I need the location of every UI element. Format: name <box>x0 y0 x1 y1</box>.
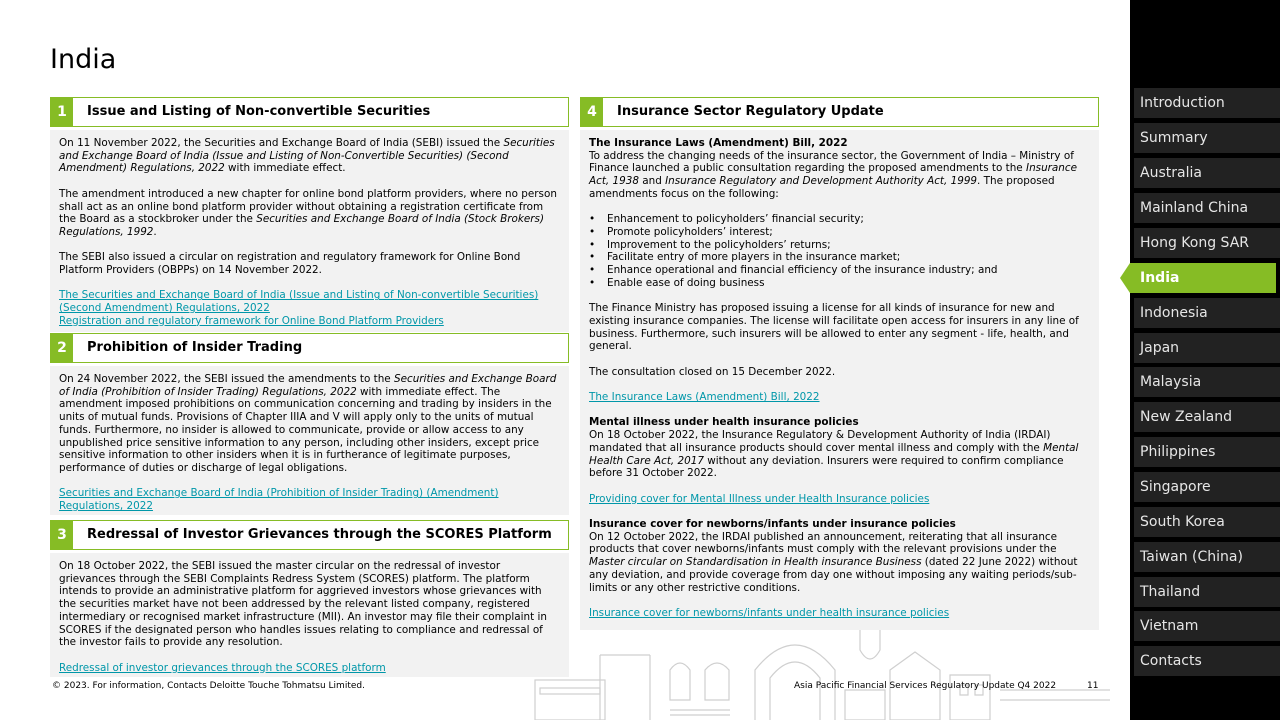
list-item: • Enhance operational and financial efficiency of the insurance industry; and <box>589 264 1090 277</box>
link-mental-illness-cover[interactable]: Providing cover for Mental Illness under Health Insurance policies <box>589 492 930 505</box>
link-scores-platform[interactable]: Redressal of investor grievances through the SCORES platform <box>59 661 386 674</box>
link-newborn-cover[interactable]: Insurance cover for newborns/infants under health insurance policies <box>589 606 950 619</box>
sidebar-item-indonesia[interactable]: Indonesia <box>1134 298 1280 328</box>
section-title: Prohibition of Insider Trading <box>87 340 303 355</box>
paragraph: On 24 November 2022, the SEBI issued the amendments to the Securities and Exchange Board of India (Prohibition of Insider Trading) Regulations, 2022 with immediate effect. The amendment imposed prohibitions on communication concerning and trading by insiders in the units of mutual funds. Provisions of Chapter IIIA and V will apply only to the units of mutual funds. Furthermore, no insider is allowed to communicate, provide or allow access to any unpublished price sensitive information to any person, including other insiders, except price sensitive information to other insiders when it is in furtherance of legitimate purposes, performance of duties or discharge of legal obligations. <box>59 373 557 474</box>
section-title: Issue and Listing of Non-convertible Securities <box>87 104 431 119</box>
list-item: • Enable ease of doing business <box>589 277 1090 290</box>
sidebar-item-japan[interactable]: Japan <box>1134 333 1280 363</box>
section-2-body <box>50 366 569 515</box>
section-number-badge: 3 <box>51 521 73 549</box>
sidebar-item-contacts[interactable]: Contacts <box>1134 646 1280 676</box>
sidebar-item-thailand[interactable]: Thailand <box>1134 577 1280 607</box>
link-obpp-framework[interactable]: Registration and regulatory framework for Online Bond Platform Providers <box>59 314 444 327</box>
insurance-bill-block: The Insurance Laws (Amendment) Bill, 2022 To address the changing needs of the insurance sector, the Government of India – Ministry of Finance launched a public consultation regarding the proposed amendments to the Insurance Act, 1938 and Insurance Regulatory and Development Authority Act, 1999. The proposed amendments focus on the following: <box>589 137 1090 201</box>
sidebar-item-mainland-china[interactable]: Mainland China <box>1134 193 1280 223</box>
paragraph: The SEBI also issued a circular on registration and regulatory framework for Online Bond Platform Providers (OBPPs) on 14 November 2022. <box>59 251 521 276</box>
section-title: Redressal of Investor Grievances through the SCORES Platform <box>87 527 552 542</box>
section-1-header <box>50 97 569 127</box>
section-title: Insurance Sector Regulatory Update <box>617 104 884 119</box>
page-title: India <box>50 44 117 75</box>
sidebar-item-hong-kong-sar[interactable]: Hong Kong SAR <box>1134 228 1280 258</box>
list-item: • Improvement to the policyholders’ returns; <box>589 239 1090 252</box>
section-4-body <box>580 130 1099 630</box>
list-item: • Enhancement to policyholders’ financial security; <box>589 213 1090 226</box>
page-number: 11 <box>1087 681 1099 691</box>
section-1-body <box>50 130 569 332</box>
footer-publication-title: Asia Pacific Financial Services Regulatory Update Q4 2022 <box>794 681 1057 691</box>
list-item: • Promote policyholders’ interest; <box>589 226 1090 239</box>
sidebar-item-malaysia[interactable]: Malaysia <box>1134 367 1280 397</box>
sidebar-item-summary[interactable]: Summary <box>1134 123 1280 153</box>
subheading: The Insurance Laws (Amendment) Bill, 2022 <box>589 137 848 149</box>
section-3-header <box>50 520 569 550</box>
sidebar-item-introduction[interactable]: Introduction <box>1134 88 1280 118</box>
section-4-header <box>580 97 1099 127</box>
link-insider-trading-regulations[interactable]: Securities and Exchange Board of India (Prohibition of Insider Trading) (Amendment) Regulations, 2022 <box>59 487 499 513</box>
paragraph: The consultation closed on 15 December 2022. <box>589 365 836 378</box>
sidebar-item-taiwan-china[interactable]: Taiwan (China) <box>1134 542 1280 572</box>
paragraph: On 11 November 2022, the Securities and Exchange Board of India (SEBI) issued the Securities and Exchange Board of India (Issue and Listing of Non-Convertible Securities) (Second Amendment) Regulations, 2022 with immediate effect. <box>59 137 555 175</box>
sidebar-item-new-zealand[interactable]: New Zealand <box>1134 402 1280 432</box>
sidebar-item-south-korea[interactable]: South Korea <box>1134 507 1280 537</box>
sidebar-item-india[interactable] <box>1130 263 1276 293</box>
section-number-badge: 1 <box>51 98 73 126</box>
subheading: Mental illness under health insurance policies <box>589 416 859 429</box>
sidebar-item-philippines[interactable]: Philippines <box>1134 437 1280 467</box>
link-ncs-regulations[interactable]: The Securities and Exchange Board of India (Issue and Listing of Non-convertible Securities) (Second Amendment) Regulations, 2022 <box>59 289 539 315</box>
sidebar-item-vietnam[interactable]: Vietnam <box>1134 611 1280 641</box>
paragraph: The Finance Ministry has proposed issuing a license for all kinds of insurance for new and existing insurance companies. The license will facilitate open access for insurers in any line of business. Furthermore, such insurers will be allowed to enter any segment - life, health, and general. <box>589 302 1079 353</box>
section-3-body <box>50 553 569 677</box>
link-insurance-laws-bill[interactable]: The Insurance Laws (Amendment) Bill, 2022 <box>589 391 820 403</box>
sidebar-item-singapore[interactable]: Singapore <box>1134 472 1280 502</box>
sidebar-item-label: India <box>1140 270 1180 286</box>
list-item: • Facilitate entry of more players in the insurance market; <box>589 251 1090 264</box>
building-illustration <box>530 630 1130 720</box>
paragraph: The amendment introduced a new chapter for online bond platform providers, where no person shall act as an online bond platform provider without obtaining a registration certificate from the Board as a stockbroker under the Securities and Exchange Board of India (Stock Brokers) Regulations, 1992. <box>59 187 557 238</box>
subheading: Insurance cover for newborns/infants under insurance policies <box>589 517 956 530</box>
mental-illness-block: Mental illness under health insurance policies On 18 October 2022, the Insurance Regulatory & Development Authority of India (IRDAI) mandated that all insurance products should cover mental illness and comply with the Mental Health Care Act, 2017 without any deviation. Insurers were required to confirm compliance before 31 October 2022. <box>589 416 1090 480</box>
section-number-badge: 4 <box>581 98 603 126</box>
paragraph: On 18 October 2022, the SEBI issued the master circular on the redressal of investor grievances through the SEBI Complaints Redress System (SCORES) platform. The platform intends to provide an administrative platform for aggrieved investors whose grievances with the securities market have not been addressed by the relevant listed company, registered intermediary or recognised market infrastructure (MII). An investor may file their complaint in SCORES if the designated person who handles issues relating to compliance and redressal of the investor fails to provide any resolution. <box>59 560 547 649</box>
sidebar-nav <box>1130 0 1280 720</box>
sidebar-item-australia[interactable]: Australia <box>1134 158 1280 188</box>
section-number-badge: 2 <box>51 334 73 362</box>
active-pointer-icon <box>1120 263 1130 293</box>
footer-copyright: © 2023. For information, Contacts Deloitte Touche Tohmatsu Limited. <box>52 681 365 691</box>
newborn-cover-block: Insurance cover for newborns/infants under insurance policies On 12 October 2022, the IRDAI published an announcement, reiterating that all insurance products that cover newborns/infants must comply with the relevant provisions under the Master circular on Standardisation in Health insurance Business (dated 22 June 2022) without any deviation, and provide coverage from day one without imposing any waiting periods/sub-limits or any other restrictive conditions. <box>589 518 1090 594</box>
section-2-header <box>50 333 569 363</box>
amendment-focus-list <box>589 213 1090 289</box>
